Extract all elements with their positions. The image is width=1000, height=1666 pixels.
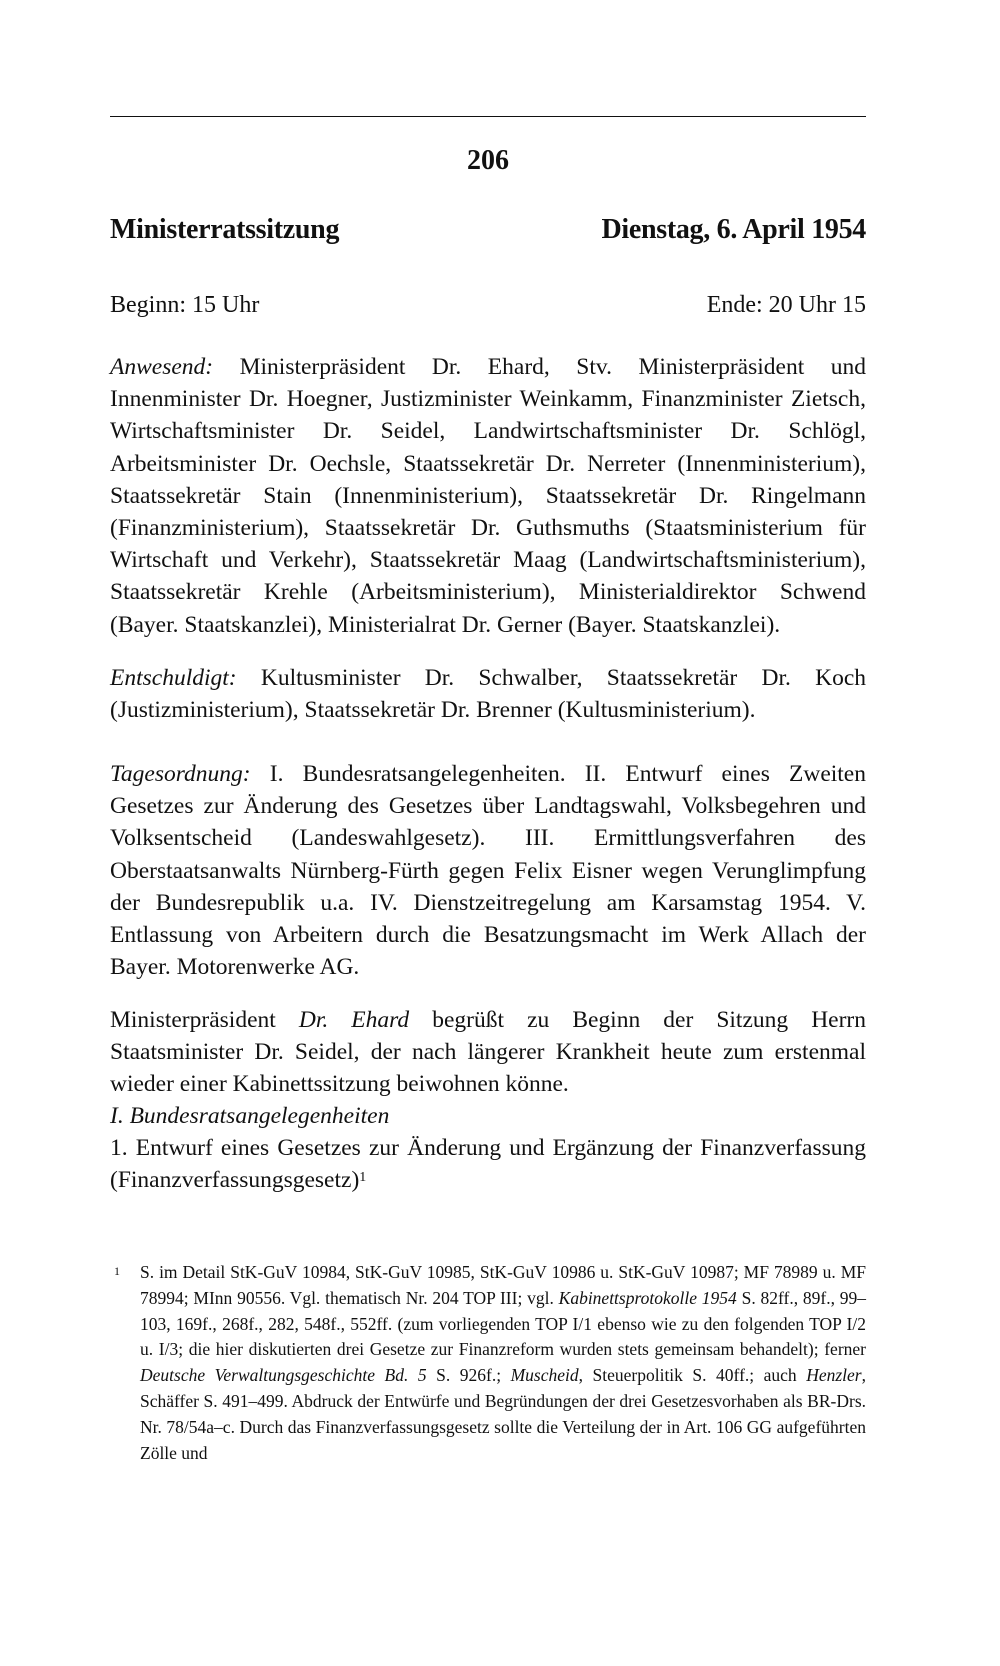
agenda-label: Tagesordnung:: [110, 761, 251, 787]
attendees-text: Ministerpräsident Dr. Ehard, Stv. Ministerpräsident und Innenminister Dr. Hoegner, Justizminister Weinkamm, Finanzminister Zietsch, Wirtschaftsminister Dr. Seidel, Landwirtschaftsminister Dr. Schlögl, Arbeitsminister Dr. Oechsle, Staatssekretär Dr. Nerreter (Innenministerium), Staatssekretär Stain (Innenministerium), Staatssekretär Dr. Ringelmann (Finanzministerium), Staatssekretär Dr. Guthsmuths (Staatsministerium für Wirtschaft und Verkehr), Staatssekretär Maag (Landwirtschaftsministerium), Staatssekretär Krehle (Arbeitsministerium), Ministerialdirektor Schwend (Bayer. Staatskanzlei), Ministerialrat Dr. Gerner (Bayer. Staatskanzlei).: [110, 354, 866, 638]
start-time: Beginn: 15 Uhr: [110, 292, 260, 318]
section-heading: I. Bundesratsangelegenheiten: [110, 1103, 390, 1129]
footnote-text: [140, 1260, 866, 1466]
session-title: Ministerratssitzung: [110, 214, 340, 245]
time-row: [110, 290, 866, 320]
excused-paragraph: [110, 662, 866, 726]
section-item-text: 1. Entwurf eines Gesetzes zur Änderung und Ergänzung der Finanzverfassung (Finanzverfassungsgesetz): [110, 1135, 866, 1194]
intro-text-before: Ministerpräsident: [110, 1007, 299, 1033]
agenda-paragraph: [110, 758, 866, 983]
end-time: Ende: 20 Uhr 15: [706, 292, 866, 318]
intro-paragraph: [110, 1004, 866, 1101]
footnote-author-italic: Muscheid: [510, 1365, 579, 1386]
session-date: Dienstag, 6. April 1954: [601, 214, 866, 245]
intro-name: Dr. Ehard: [298, 1007, 410, 1033]
title-row: [110, 212, 866, 248]
attendees-label: Anwesend:: [110, 354, 214, 380]
footnote-author-italic: Henzler: [806, 1365, 862, 1386]
agenda-text: I. Bundesratsangelegenheiten. II. Entwurf eines Zweiten Gesetzes zur Änderung des Gesetzes über Landtagswahl, Volksbegehren und Volksentscheid (Landeswahlgesetz). III. Ermittlungsverfahren des Oberstaatsanwalts Nürnberg-Fürth gegen Felix Eisner wegen Verunglimpfung der Bundesrepublik u.a. IV. Dienstzeitregelung am Karsamstag 1954. V. Entlassung von Arbeitern durch die Besatzungsmacht im Werk Allach der Bayer. Motorenwerke AG.: [110, 761, 866, 981]
footnote-citation-italic: Kabinettsprotokolle 1954: [558, 1287, 737, 1308]
footnote-item: [110, 1260, 866, 1466]
document-number: 206: [467, 145, 509, 176]
footnote-text-part: , Schäffer S. 491–499. Abdruck der Entwürfe und Begründungen der drei Gesetzesvorhaben als BR-Drs. Nr. 78/54a–c. Durch das Finanzverfassungsgesetz sollte die Verteilung der in Art. 106 GG aufgeführten Zölle und: [140, 1365, 866, 1463]
top-rule-divider: [110, 116, 866, 117]
excused-label: Entschuldigt:: [110, 665, 237, 691]
excused-text: Kultusminister Dr. Schwalber, Staatssekretär Dr. Koch (Justizministerium), Staatssekretär Dr. Brenner (Kultusministerium).: [110, 665, 866, 724]
footnote-marker: 1: [114, 1264, 120, 1278]
footnote-text-part: S. im Detail StK-GuV 10984, StK-GuV 10985, StK-GuV 10986 u. StK-GuV 10987; MF 78989 u. MF 78994; MInn 90556. Vgl. thematisch Nr. 204 TOP III; vgl.: [140, 1262, 866, 1308]
intro-text-after: begrüßt zu Beginn der Sitzung Herrn Staatsminister Dr. Seidel, der nach längerer Krankheit heute zum erstenmal wieder einer Kabinettssitzung beiwohnen könne.: [110, 1007, 867, 1098]
footnote-text-part: S. 82ff., 89f., 99–103, 169f., 268f., 282, 548f., 552ff. (zum vorliegenden TOP I/1 ebenso wie zu den folgenden TOP I/2 u. I/3; die hier diskutierten drei Gesetze zur Finanzreform wurden stets gemeinsam behandelt); ferner: [140, 1287, 866, 1360]
footnote-reference[interactable]: 1: [359, 1169, 367, 1185]
footnote-text-part: S. 926f.;: [426, 1365, 511, 1386]
section-item: [110, 1132, 866, 1196]
attendees-paragraph: [110, 351, 866, 641]
footnote-text-part: , Steuerpolitik S. 40ff.; auch: [578, 1365, 807, 1386]
footnote-citation-italic: Deutsche Verwaltungsgeschichte Bd. 5: [140, 1365, 427, 1386]
footnotes: [110, 1260, 866, 1466]
section-block: [110, 1100, 866, 1197]
